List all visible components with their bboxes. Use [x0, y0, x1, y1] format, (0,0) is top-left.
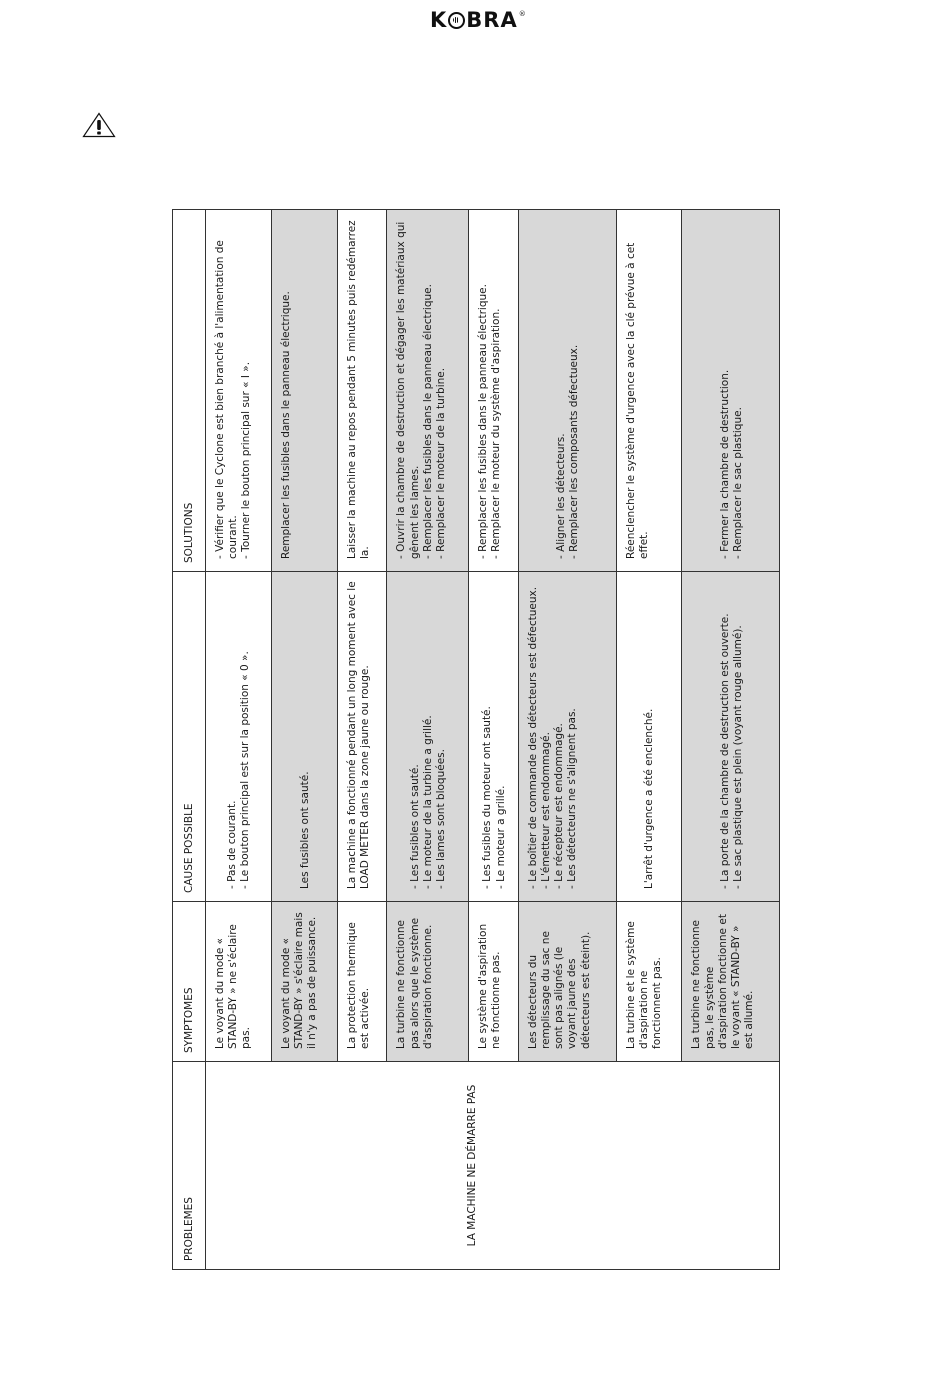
kobra-logo [430, 6, 527, 34]
solution-cell: Laisser la machine au repos pendant 5 minutes puis redémarrez la. [337, 210, 387, 572]
symptom-cell: La turbine ne fonctionne pas, le système d'aspiration fonctionne et le voyant « STAND-BY » est allumé. [682, 902, 780, 1062]
symptom-cell: La turbine et le système d'aspiration ne fonctionnent pas. [616, 902, 682, 1062]
header-symptoms: SYMPTOMES [173, 902, 206, 1062]
troubleshooting-table [172, 209, 780, 1270]
cause-cell: - Pas de courant. - Le bouton principal est sur la position « 0 ». [206, 572, 272, 902]
cause-cell: - La porte de la chambre de destruction est ouverte. - Le sac plastique est plein (voyant rouge allumé). [682, 572, 780, 902]
solution-cell: Réenclencher le système d'urgence avec la clé prévue à cet effet. [616, 210, 682, 572]
solution-cell: Remplacer les fusibles dans le panneau électrique. [271, 210, 337, 572]
cause-cell: Les fusibles ont sauté. [271, 572, 337, 902]
header-solutions: SOLUTIONS [173, 210, 206, 572]
table-row [206, 210, 272, 1270]
cause-cell: - Les fusibles ont sauté. - Le moteur de la turbine a grillé. - Les lames sont bloquées. [387, 572, 469, 902]
solution-cell: - Ouvrir la chambre de destruction et dégager les matériaux qui gênent les lames. - Remplacer les fusibles dans le panneau électrique. - Remplacer le moteur de la turbine. [387, 210, 469, 572]
symptom-cell: La protection thermique est activée. [337, 902, 387, 1062]
symptom-cell: La turbine ne fonctionne pas alors que le système d'aspiration fonctionne. [387, 902, 469, 1062]
registered-mark: ® [518, 10, 527, 18]
warning-triangle-icon [82, 112, 116, 138]
logo-letters: BRA [466, 8, 518, 32]
symptom-cell: Le système d'aspiration ne fonctionne pas. [469, 902, 519, 1062]
table-header-row [173, 210, 206, 1270]
solution-cell: - Vérifier que le Cyclone est bien branché à l'alimentation de courant. - Tourner le bouton principal sur « I ». [206, 210, 272, 572]
solution-cell: - Fermer la chambre de destruction. - Remplacer le sac plastique. [682, 210, 780, 572]
troubleshooting-table-rotated [172, 210, 780, 1270]
problem-label: LA MACHINE NE DÉMARRE PAS [465, 1084, 478, 1247]
problem-cell [206, 1062, 780, 1270]
symptom-cell: Le voyant du mode « STAND-BY » ne s'éclaire pas. [206, 902, 272, 1062]
cause-cell: - Les fusibles du moteur ont sauté. - Le moteur a grillé. [469, 572, 519, 902]
logo-letter-k: K [430, 8, 448, 32]
symptom-cell: Les détecteurs du remplissage du sac ne sont pas alignés (le voyant jaune des détecteurs est éteint). [519, 902, 617, 1062]
header-problems: PROBLEMES [173, 1062, 206, 1270]
symptom-cell: Le voyant du mode « STAND-BY » s'éclaire mais il n'y a pas de puissance. [271, 902, 337, 1062]
cause-cell: La machine a fonctionné pendant un long moment avec le LOAD METER dans la zone jaune ou rouge. [337, 572, 387, 902]
cause-cell: - Le boîtier de commande des détecteurs est défectueux. - L'émetteur est endommagé. - Le récepteur est endommagé. - Les détecteurs ne s'alignent pas. [519, 572, 617, 902]
solution-cell: - Remplacer les fusibles dans le panneau électrique. - Remplacer le moteur du système d'aspiration. [469, 210, 519, 572]
solution-cell: - Aligner les détecteurs. - Remplacer les composants défectueux. [519, 210, 617, 572]
cause-cell: L'arrêt d'urgence a été enclenché. [616, 572, 682, 902]
logo-o-emblem-icon [448, 12, 465, 29]
header-cause: CAUSE POSSIBLE [173, 572, 206, 902]
